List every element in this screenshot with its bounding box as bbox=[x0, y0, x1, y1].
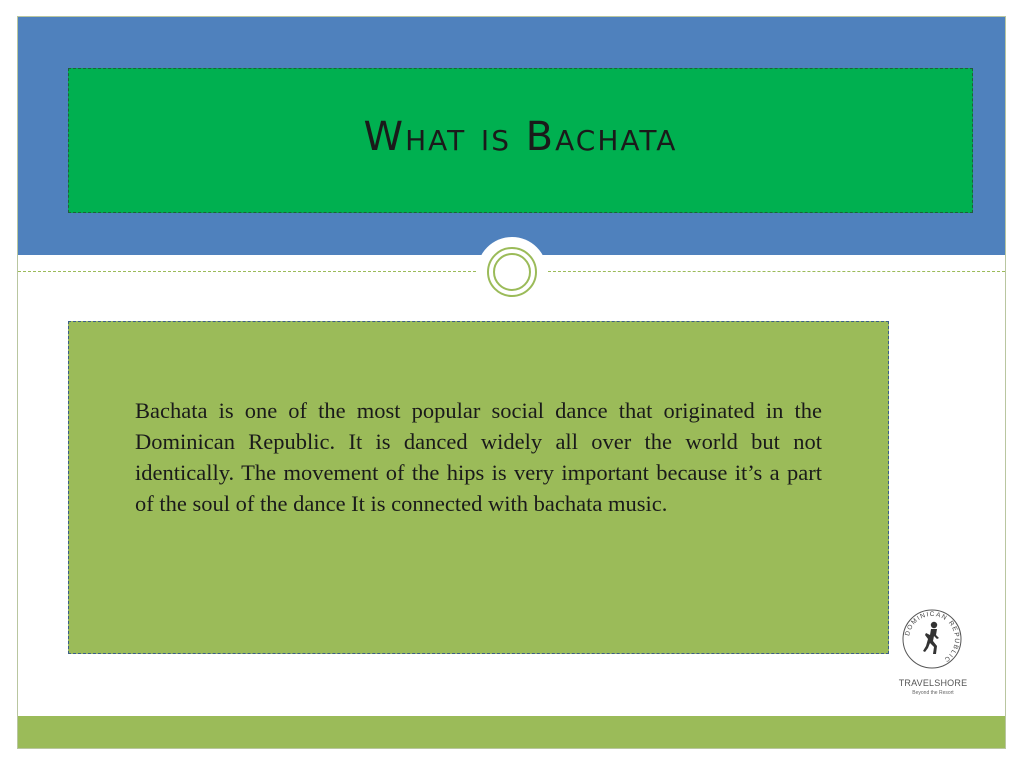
title-box bbox=[68, 68, 973, 213]
footer-band bbox=[18, 716, 1005, 748]
slide-title: What is Bachata bbox=[363, 113, 678, 160]
divider-line-left bbox=[18, 271, 476, 272]
emblem-text: DOMINICAN REPUBLIC bbox=[904, 610, 961, 664]
body-paragraph: Bachata is one of the most popular social dance that originated in the Dominican Republic. It is danced widely all over the world but not identically. The movement of the hips is very important because it’s a part of the soul of the dance It is connected with bachata music. bbox=[135, 398, 822, 516]
logo-tagline: Beyond the Resort bbox=[912, 690, 954, 696]
travelshore-logo bbox=[896, 608, 970, 698]
divider-line-right bbox=[548, 271, 1005, 272]
logo-name: TRAVELSHORE bbox=[898, 678, 968, 688]
divider-ring-inner bbox=[493, 253, 531, 291]
dominican-republic-emblem-icon bbox=[901, 608, 963, 670]
